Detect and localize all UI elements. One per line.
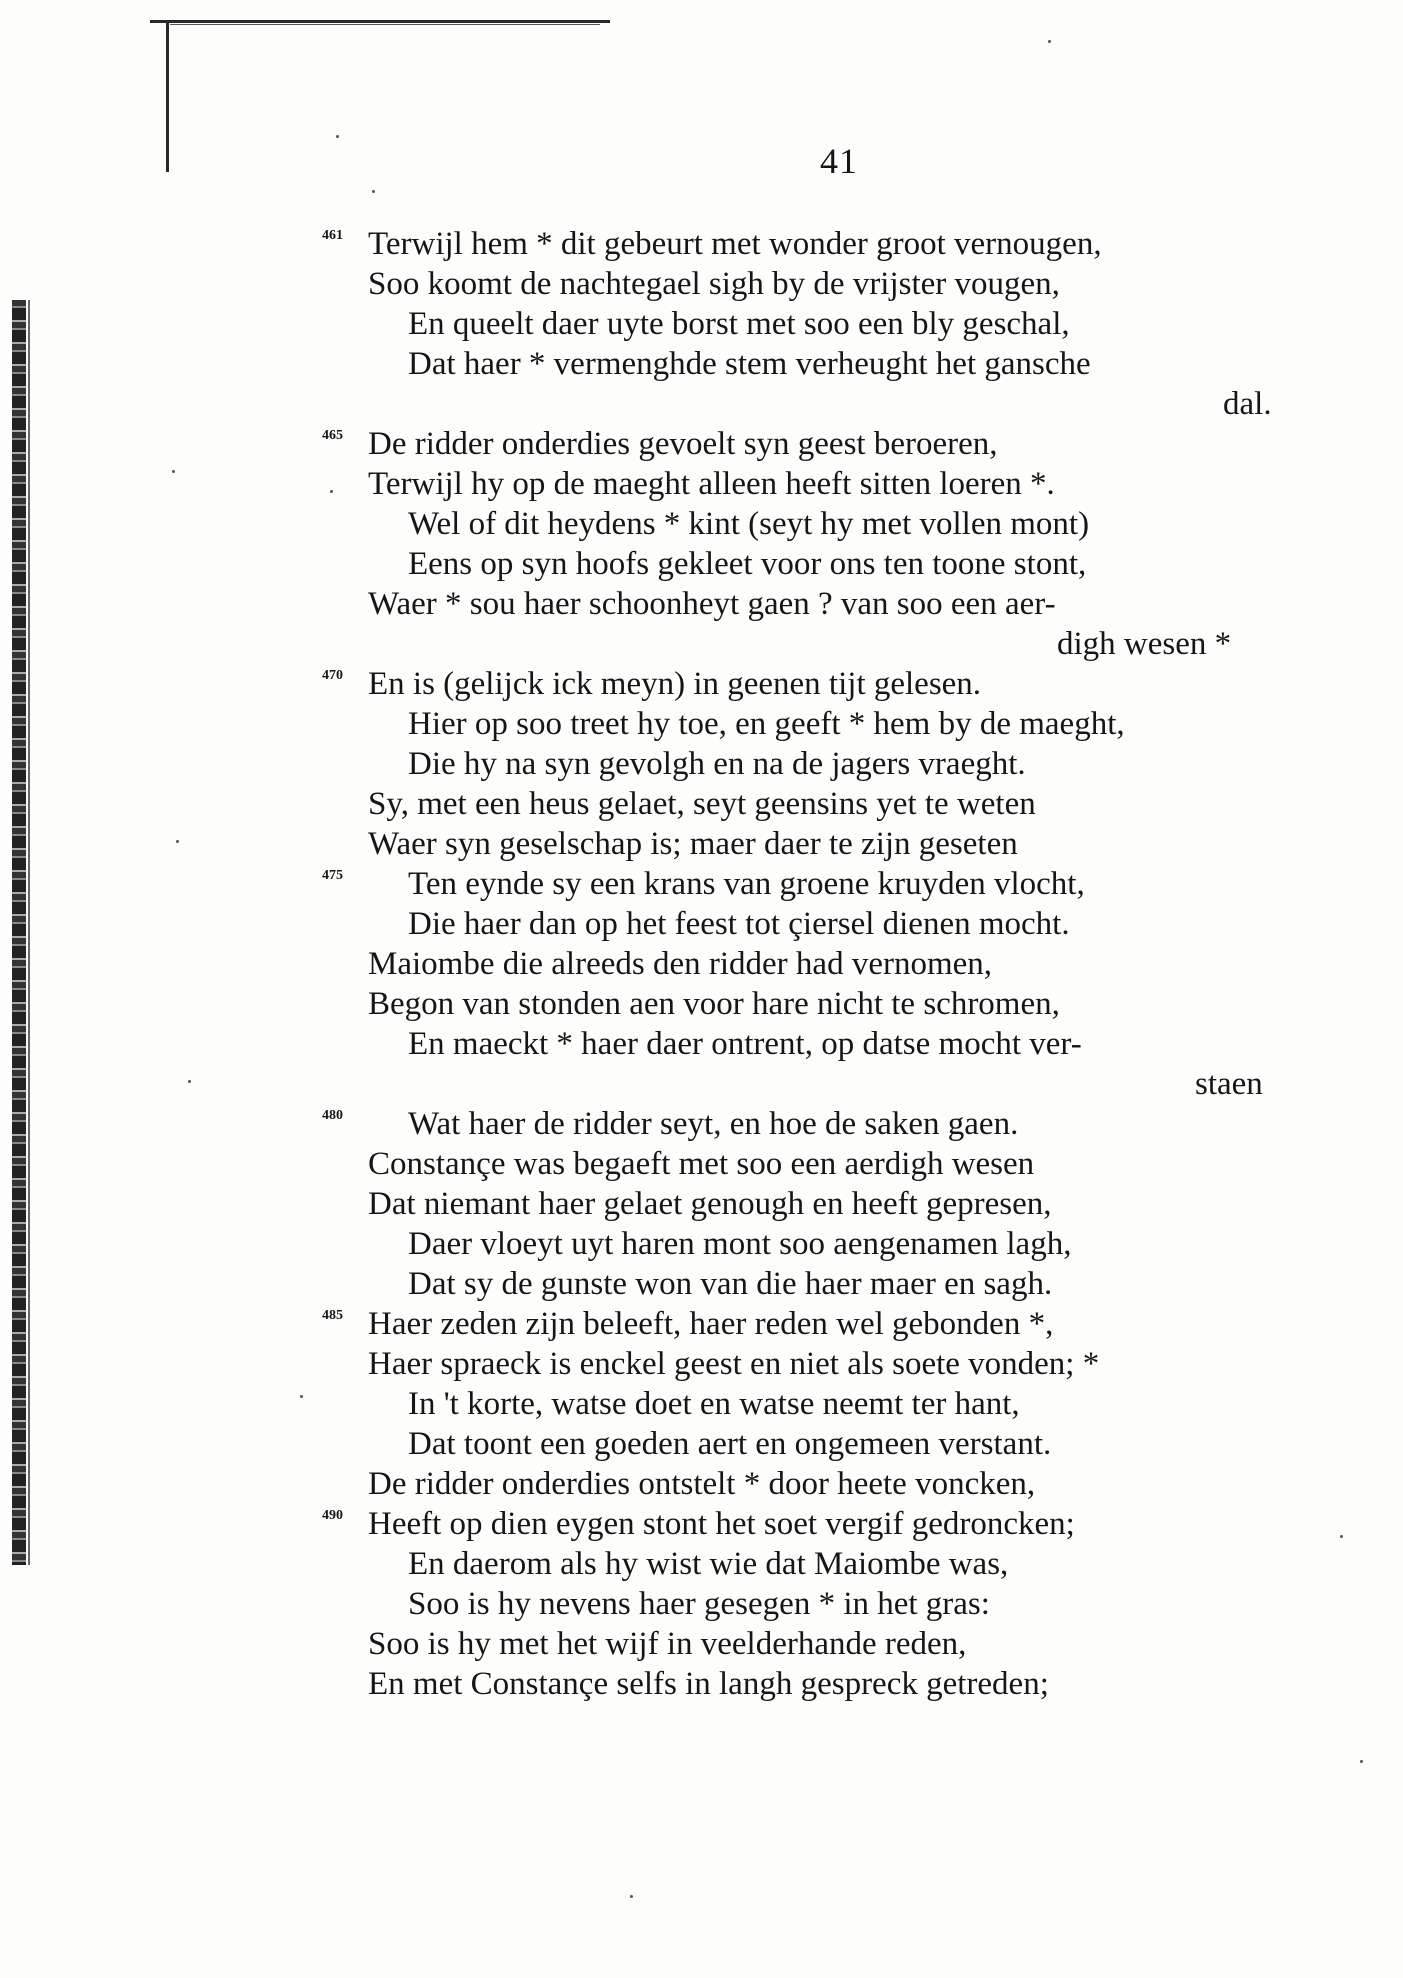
verse-line bbox=[0, 304, 1403, 344]
verse-line bbox=[0, 1464, 1403, 1504]
verse-text: Wel of dit heydens * kint (seyt hy met vollen mont) bbox=[408, 506, 1090, 542]
verse-line bbox=[0, 824, 1403, 864]
line-number: 485 bbox=[322, 1308, 343, 1323]
verse-text: staen bbox=[1195, 1066, 1263, 1102]
verse-text: Die hy na syn gevolgh en na de jagers vraeght. bbox=[408, 746, 1026, 782]
verse-text: In 't korte, watse doet en watse neemt ter hant, bbox=[408, 1386, 1020, 1422]
line-number: 480 bbox=[322, 1108, 343, 1123]
speck bbox=[336, 135, 339, 138]
verse-text: dal. bbox=[1223, 386, 1272, 422]
verse-line bbox=[0, 1424, 1403, 1464]
verse-text: En met Constançe selfs in langh gespreck getreden; bbox=[368, 1666, 1049, 1702]
verse-text: Hier op soo treet hy toe, en geeft * hem by de maeght, bbox=[408, 706, 1125, 742]
verse-text: Wat haer de ridder seyt, en hoe de saken gaen. bbox=[408, 1106, 1019, 1142]
line-number: 465 bbox=[322, 428, 343, 443]
verse-line bbox=[0, 984, 1403, 1024]
line-number: 470 bbox=[322, 668, 343, 683]
verse-line bbox=[0, 1024, 1403, 1064]
verse-text: De ridder onderdies gevoelt syn geest beroeren, bbox=[368, 426, 998, 462]
verse-line bbox=[0, 584, 1403, 624]
top-rule-thin bbox=[170, 24, 600, 25]
verse-line bbox=[0, 544, 1403, 584]
verse-line bbox=[0, 1184, 1403, 1224]
verse-text: Daer vloeyt uyt haren mont soo aengenamen lagh, bbox=[408, 1226, 1072, 1262]
verse-line bbox=[0, 1544, 1403, 1584]
verse-line bbox=[0, 1584, 1403, 1624]
verse-line bbox=[0, 1304, 1403, 1344]
verse-text: Begon van stonden aen voor hare nicht te schromen, bbox=[368, 986, 1060, 1022]
verse-line bbox=[0, 384, 1403, 424]
verse-line bbox=[0, 1144, 1403, 1184]
verse-line bbox=[0, 344, 1403, 384]
verse-line bbox=[0, 1664, 1403, 1704]
verse-line bbox=[0, 224, 1403, 264]
verse-line bbox=[0, 1064, 1403, 1104]
verse-text: Soo koomt de nachtegael sigh by de vrijster vougen, bbox=[368, 266, 1060, 302]
verse-text: Dat haer * vermenghde stem verheught het gansche bbox=[408, 346, 1091, 382]
verse-text: Soo is hy nevens haer gesegen * in het gras: bbox=[408, 1586, 990, 1622]
verse-text: Waer * sou haer schoonheyt gaen ? van soo een aer- bbox=[368, 586, 1056, 622]
verse-text: Ten eynde sy een krans van groene kruyden vlocht, bbox=[408, 866, 1085, 902]
verse-text: Eens op syn hoofs gekleet voor ons ten toone stont, bbox=[408, 546, 1087, 582]
verse-text: Haer zeden zijn beleeft, haer reden wel gebonden *, bbox=[368, 1306, 1054, 1342]
verse-text: Terwijl hem * dit gebeurt met wonder groot vernougen, bbox=[368, 226, 1102, 262]
verse-text: Sy, met een heus gelaet, seyt geensins yet te weten bbox=[368, 786, 1036, 822]
verse-text: Maiombe die alreeds den ridder had vernomen, bbox=[368, 946, 993, 982]
verse-text: En queelt daer uyte borst met soo een bly geschal, bbox=[408, 306, 1070, 342]
verse-text: Heeft op dien eygen stont het soet vergif gedroncken; bbox=[368, 1506, 1075, 1542]
verse-text: Dat niemant haer gelaet genough en heeft gepresen, bbox=[368, 1186, 1052, 1222]
verse-line bbox=[0, 664, 1403, 704]
verse-line bbox=[0, 424, 1403, 464]
top-rule bbox=[150, 20, 610, 23]
corner-mark bbox=[166, 22, 169, 172]
verse-line bbox=[0, 784, 1403, 824]
verse-line bbox=[0, 704, 1403, 744]
speck bbox=[1048, 40, 1051, 43]
verse-line bbox=[0, 1344, 1403, 1384]
verse-text: digh wesen * bbox=[1057, 626, 1232, 662]
verse-text: Haer spraeck is enckel geest en niet als soete vonden; * bbox=[368, 1346, 1100, 1382]
verse-line bbox=[0, 1224, 1403, 1264]
verse-line bbox=[0, 1624, 1403, 1664]
verse-text: Dat toont een goeden aert en ongemeen verstant. bbox=[408, 1426, 1052, 1462]
verse-text: De ridder onderdies ontstelt * door heete voncken, bbox=[368, 1466, 1036, 1502]
verse-line bbox=[0, 264, 1403, 304]
verse-text: Die haer dan op het feest tot çiersel dienen mocht. bbox=[408, 906, 1070, 942]
verse-line bbox=[0, 1104, 1403, 1144]
line-number: 490 bbox=[322, 1508, 343, 1523]
verse-text: Dat sy de gunste won van die haer maer en sagh. bbox=[408, 1266, 1053, 1302]
page-number: 41 bbox=[820, 141, 858, 181]
verse-line bbox=[0, 744, 1403, 784]
verse-line bbox=[0, 944, 1403, 984]
verse-line bbox=[0, 504, 1403, 544]
verse-line bbox=[0, 1384, 1403, 1424]
verse-text: Waer syn geselschap is; maer daer te zijn geseten bbox=[368, 826, 1018, 862]
verse-text: Terwijl hy op de maeght alleen heeft sitten loeren *. bbox=[368, 466, 1055, 502]
line-number: 475 bbox=[322, 868, 343, 883]
speck bbox=[1360, 1760, 1363, 1763]
verse-text: Constançe was begaeft met soo een aerdigh wesen bbox=[368, 1146, 1035, 1182]
verse-line bbox=[0, 1264, 1403, 1304]
line-number: 461 bbox=[322, 228, 343, 243]
verse-line bbox=[0, 904, 1403, 944]
verse-text: Soo is hy met het wijf in veelderhande reden, bbox=[368, 1626, 967, 1662]
verse-line bbox=[0, 1504, 1403, 1544]
verse-line bbox=[0, 464, 1403, 504]
verse-text: En maeckt * haer daer ontrent, op datse mocht ver- bbox=[408, 1026, 1082, 1062]
verse-line bbox=[0, 624, 1403, 664]
speck bbox=[372, 190, 375, 193]
verse-text: En daerom als hy wist wie dat Maiombe was, bbox=[408, 1546, 1009, 1582]
verse-text: En is (gelijck ick meyn) in geenen tijt gelesen. bbox=[368, 666, 982, 702]
speck bbox=[630, 1895, 633, 1898]
verse-line bbox=[0, 864, 1403, 904]
